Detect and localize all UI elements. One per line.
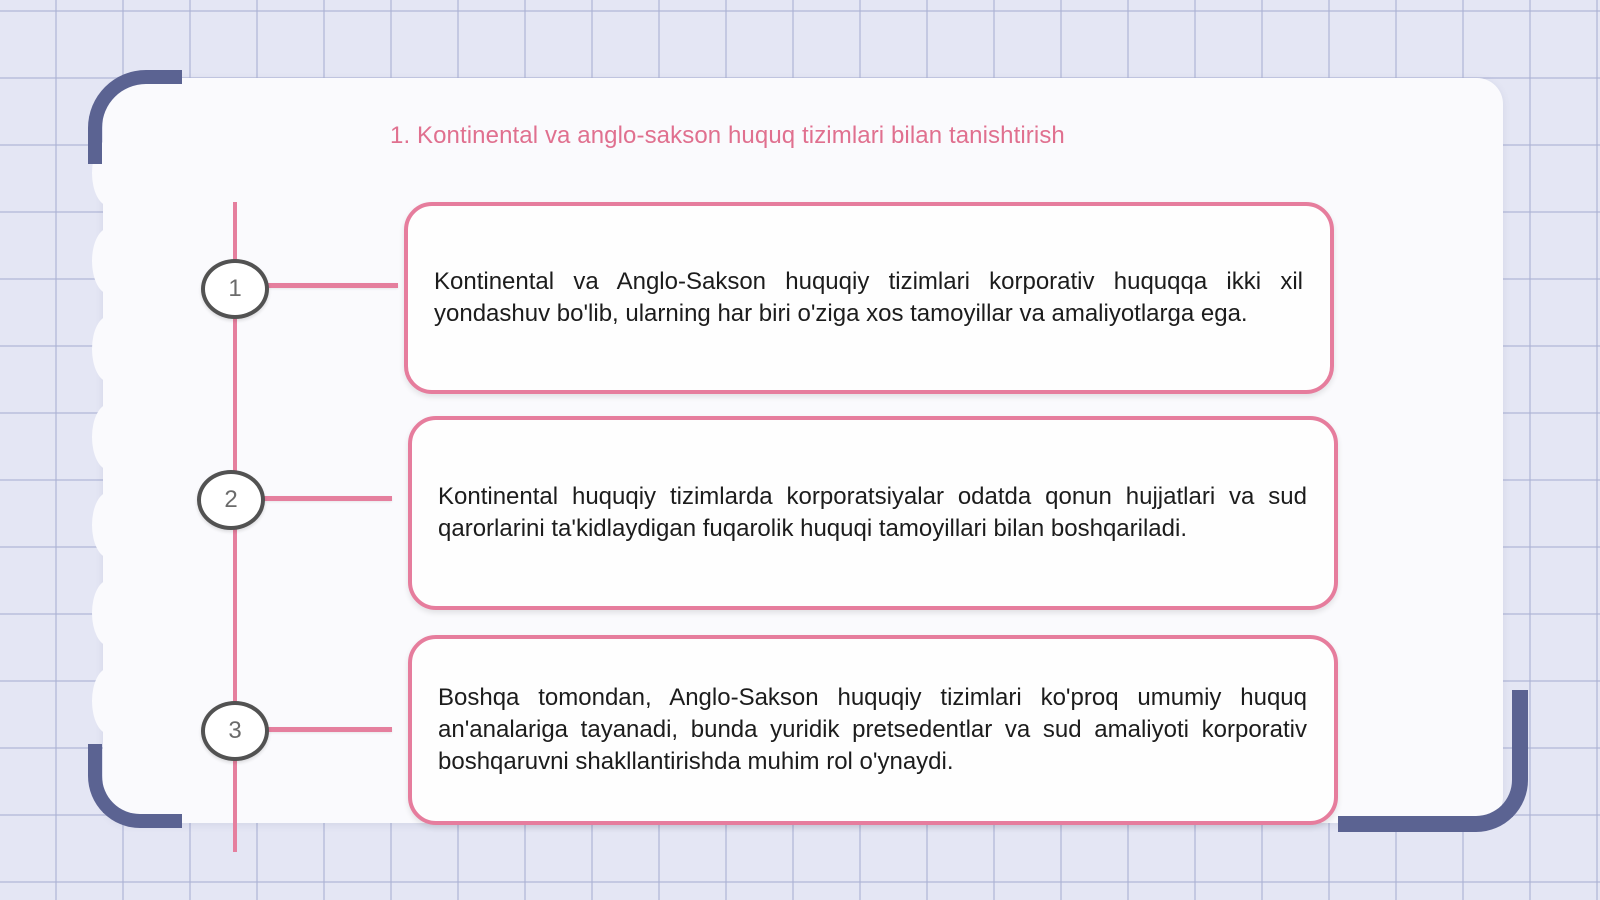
page-scallop xyxy=(92,580,126,646)
page-scallop xyxy=(92,316,126,382)
slide-title: 1. Kontinental va anglo-sakson huquq tizimlari bilan tanishtirish xyxy=(390,122,1065,149)
timeline-connector-1 xyxy=(262,283,398,288)
timeline-step-2-box xyxy=(408,416,1338,610)
timeline-step-3-text: Boshqa tomondan, Anglo-Sakson huquqiy tizimlari ko'proq umumiy huquq an'analariga tayanadi, bunda yuridik pretsedentlar va sud amaliyoti korporativ boshqaruvni shakllantirishda muhim rol o'ynaydi. xyxy=(438,684,1307,775)
timeline-step-3-number: 3 xyxy=(201,701,269,761)
frame-corner-bottom-right xyxy=(1338,690,1528,832)
page-scallop xyxy=(92,492,126,558)
frame-corner-bottom-left xyxy=(88,744,182,828)
page-scallop xyxy=(92,668,126,734)
timeline-step-2-number: 2 xyxy=(197,470,265,530)
timeline-step-1-text: Kontinental va Anglo-Sakson huquqiy tizimlari korporativ huquqqa ikki xil yondashuv bo'lib, ularning har biri o'ziga xos tamoyillar va amaliyotlarga ega. xyxy=(434,268,1303,327)
timeline-step-1-box xyxy=(404,202,1334,394)
frame-corner-top-left xyxy=(88,70,182,164)
page-scallop xyxy=(92,404,126,470)
timeline-step-1-number: 1 xyxy=(201,259,269,319)
timeline-connector-2 xyxy=(258,496,392,501)
page-scallop xyxy=(92,228,126,294)
timeline-step-3-box xyxy=(408,635,1338,825)
timeline-connector-3 xyxy=(262,727,392,732)
timeline-step-2-text: Kontinental huquqiy tizimlarda korporatsiyalar odatda qonun hujjatlari va sud qarorlarini ta'kidlaydigan fuqarolik huquqi tamoyillari bilan boshqariladi. xyxy=(438,483,1307,542)
